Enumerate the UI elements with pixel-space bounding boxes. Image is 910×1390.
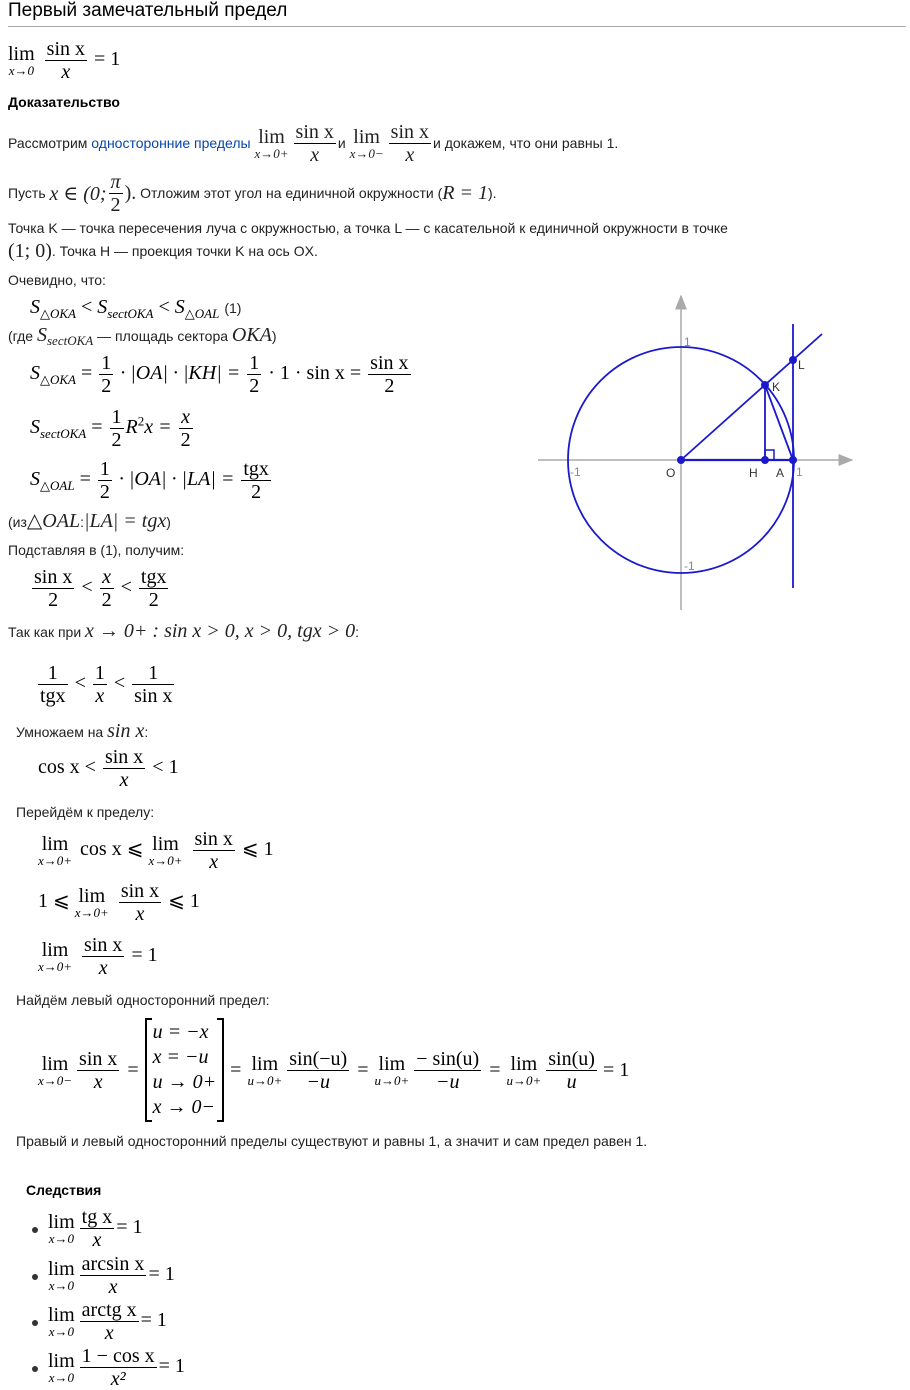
- obvious-text: Очевидно, что:: [8, 272, 106, 288]
- point-o: [677, 456, 685, 464]
- equation-triangle-oka: $S_{\triangle OKA}$ = $\frac{1}{2}$ · |OA| · |KH| = $\frac{1}{2}$ · 1 · sin x = $\frac{\text{sin x}}{2}$: [30, 352, 409, 397]
- bullet: [32, 1274, 38, 1280]
- left-limit-equation: lim x→0− $\frac{\text{sin x}}{x}$ = u = −x x = −u u → 0+ x → 0− = lim u→0+ $\frac{\sin(-u)}{-u}$ = lim u→0+ $\frac{- \sin(u)}{-u}$ = lim u→0+ $\frac{\sin(u)}{u}$ = 1: [38, 1016, 629, 1124]
- label-one-top: 1: [684, 335, 691, 349]
- left-limit-heading: Найдём левый односторонний предел:: [16, 992, 270, 1008]
- paragraph-points-line2: (1; 0) . Точка H — проекция точки K на ось OX.: [8, 239, 318, 262]
- pass-to-limit-text: Перейдём к пределу:: [16, 804, 155, 820]
- substitute-text: Подставляя в (1), получим:: [8, 542, 185, 558]
- ray-line: [681, 334, 822, 460]
- corollary-item: lim x→0 $\frac{\text{1 − cos x}}{\text{x²}}$ = 1: [48, 1345, 185, 1390]
- label-one-right: 1: [796, 465, 803, 479]
- conclusion-text: Правый и левый односторонний пределы существуют и равны 1, а значит и сам предел равен 1.: [16, 1133, 648, 1149]
- where-sector: (где $S_{sectOKA}$ — площадь сектора OKA): [8, 324, 277, 348]
- segment-ka: [765, 385, 793, 460]
- point-h: [761, 456, 769, 464]
- label-minus-one-bottom: -1: [684, 559, 695, 573]
- multiply-text: Умножаем на sin x:: [16, 720, 149, 742]
- point-l: [789, 356, 797, 364]
- inequality-halves: $\frac{\text{sin x}}{2}$ < $\frac{x}{2}$ < $\frac{\text{tgx}}{2}$: [34, 566, 167, 611]
- one-sided-limits-link[interactable]: односторонние пределы: [91, 135, 251, 151]
- equation-triangle-oal: $S_{\triangle OAL}$ = $\frac{1}{2}$ · |OA| · |LA| = $\frac{\text{tgx}}{2}$: [30, 458, 269, 503]
- bullet: [32, 1366, 38, 1372]
- page-title: Первый замечательный предел: [8, 0, 288, 21]
- unit-circle-figure: [530, 290, 860, 615]
- paragraph-points-line1: Точка K — точка пересечения луча с окружностью, а точка L — с касательной к единичной окружности в точке: [8, 220, 728, 236]
- paragraph-one-sided: Рассмотрим односторонние пределы lim x→0+ $\frac{\text{sin x}}{x}$ и lim x→0− $\frac{\text{sin x}}{x}$ и докажем, что они равны 1.: [8, 120, 619, 166]
- limit-inequality-2: 1 ⩽ lim x→0+ $\frac{\text{sin x}}{x}$ ⩽ 1: [38, 880, 200, 925]
- corollary-item: lim x→0 $\frac{\text{arctg x}}{x}$ = 1: [48, 1299, 167, 1344]
- main-formula: lim x→0 $\frac{\text{sin x}}{x}$ = 1: [8, 38, 121, 83]
- since-text: Так как при x → 0+ : sin x > 0, x > 0, tgx > 0:: [8, 620, 359, 642]
- paragraph-angle: Пусть x ∈ (0; $\frac{\pi}{2}$ ). Отложим этот угол на единичной окружности ( R = 1 ).: [8, 170, 497, 216]
- label-minus-one-left: -1: [570, 465, 581, 479]
- inequality-areas: $S_{\triangle OKA} < S_{sectOKA} < S_{\triangle OAL}$ (1): [30, 296, 242, 321]
- bullet: [32, 1320, 38, 1326]
- label-l: L: [798, 358, 805, 372]
- limit-inequality-1: lim x→0+ cos x ⩽ lim x→0+ $\frac{\text{sin x}}{x}$ ⩽ 1: [38, 828, 274, 873]
- inequality-reciprocals: $\frac{1}{\text{tgx}}$ < $\frac{1}{x}$ < $\frac{1}{\text{sin x}}$: [40, 662, 173, 707]
- point-k: [761, 381, 769, 389]
- point-a: [789, 456, 797, 464]
- from-triangle-note: (из△OAL:|LA| = tgx): [8, 510, 171, 532]
- label-h: H: [749, 466, 758, 480]
- inequality-cos: cos x < $\frac{\text{sin x}}{x}$ < 1: [38, 746, 179, 791]
- label-o: O: [666, 466, 676, 480]
- title-divider: [8, 26, 906, 27]
- corollary-item: lim x→0 $\frac{\text{arcsin x}}{x}$ = 1: [48, 1253, 175, 1298]
- label-a: A: [776, 466, 785, 480]
- corollary-item: lim x→0 $\frac{\text{tg x}}{x}$ = 1: [48, 1206, 143, 1251]
- label-k: K: [772, 380, 781, 394]
- equation-sector: $S_{sectOKA}$ = $\frac{1}{2}$ $R^2x$ = $\frac{x}{2}$: [30, 406, 191, 451]
- substitution-matrix: u = −x x = −u u → 0+ x → 0−: [145, 1018, 225, 1122]
- corollaries-heading: Следствия: [26, 1182, 102, 1198]
- proof-heading: Доказательство: [8, 94, 120, 110]
- bullet: [32, 1227, 38, 1233]
- limit-result-right: lim x→0+ $\frac{\text{sin x}}{x}$ = 1: [38, 934, 158, 979]
